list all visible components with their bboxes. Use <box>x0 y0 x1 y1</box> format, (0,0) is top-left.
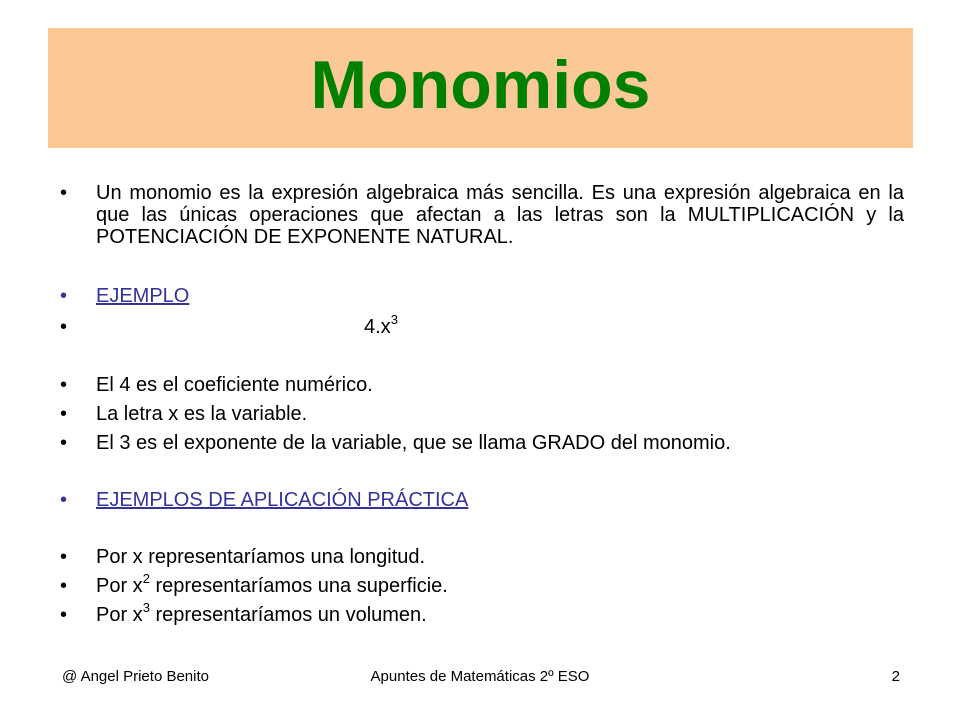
footer-course: Apuntes de Matemáticas 2º ESO <box>370 668 590 685</box>
footer-page-number: 2 <box>891 668 900 685</box>
surface-suffix: representaríamos una superficie. <box>149 575 448 597</box>
bullet-dot: • <box>60 546 68 568</box>
example-formula <box>364 312 398 338</box>
surface-exponent: 2 <box>142 571 150 587</box>
surface-text <box>96 571 904 597</box>
bullet-dot: • <box>60 182 68 204</box>
bullet-dot: • <box>60 489 68 511</box>
example-link[interactable]: EJEMPLO <box>96 285 190 307</box>
variable-text: La letra x es la variable. <box>96 403 308 425</box>
volume-exponent: 3 <box>142 600 150 616</box>
bullet-dot: • <box>60 432 68 454</box>
bullet-dot: • <box>60 604 68 626</box>
applications-link[interactable]: EJEMPLOS DE APLICACIÓN PRÁCTICA <box>96 489 469 511</box>
formula-base: 4.x <box>364 316 391 338</box>
degree-text: El 3 es el exponente de la variable, que se llama GRADO del monomio. <box>96 432 731 454</box>
slide-title: Monomios <box>310 47 651 123</box>
formula-exponent: 3 <box>390 312 398 328</box>
bullet-dot: • <box>60 374 68 396</box>
bullet-dot: • <box>60 575 68 597</box>
bullet-dot: • <box>60 316 68 338</box>
bullet-dot: • <box>60 403 68 425</box>
surface-prefix: Por x <box>96 575 143 597</box>
volume-prefix: Por x <box>96 604 143 626</box>
slide-footer <box>0 668 960 688</box>
bullet-dot: • <box>60 285 68 307</box>
footer-author: @ Angel Prieto Benito <box>62 668 209 685</box>
definition-text: Un monomio es la expresión algebraica más sencilla. Es una expresión algebraica en la que las únicas operaciones que afectan a las letras son la MULTIPLICACIÓN y la POTENCIACIÓN DE EXPONENTE NATURAL. <box>96 182 904 248</box>
coefficient-text: El 4 es el coeficiente numérico. <box>96 374 373 396</box>
volume-suffix: representaríamos un volumen. <box>149 604 427 626</box>
length-text: Por x representaríamos una longitud. <box>96 546 426 568</box>
volume-text <box>96 600 904 626</box>
